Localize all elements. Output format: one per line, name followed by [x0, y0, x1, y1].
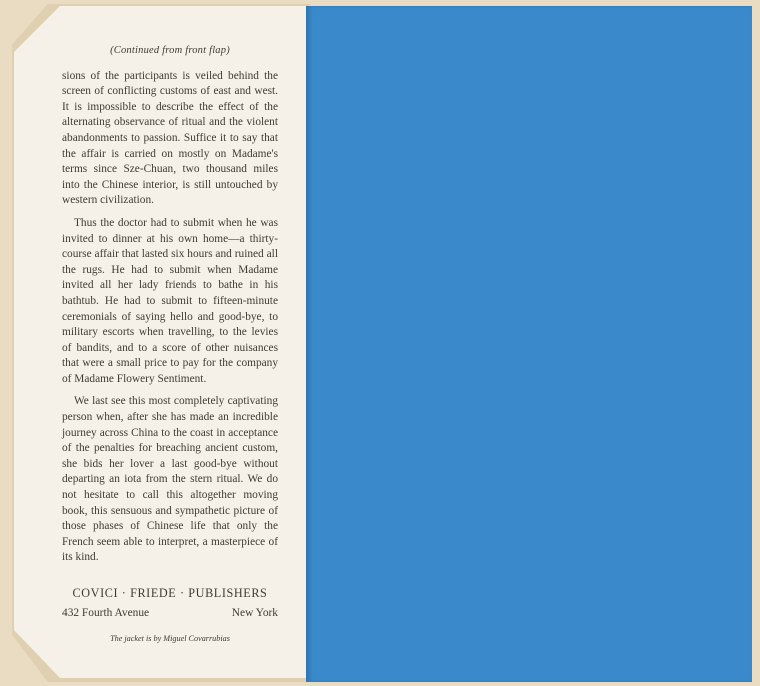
- publisher-city: New York: [231, 606, 278, 619]
- jacket-credit: The jacket is by Miguel Covarrubias: [110, 634, 230, 644]
- blue-back-cover: [308, 6, 752, 682]
- publisher-address-row: [62, 606, 278, 622]
- flap-paragraph-2: Thus the doctor had to submit when he was invited to dinner at his own home—a thirty-course affair that lasted six hours and ruined all the rugs. He had to submit when Madame invited all her lady friends to bathe in his bathtub. He had to submit to fifteen-minute ceremonials of saying hello and good-bye, to military escorts when travelling, to the levies of bandits, and to a score of other nuisances that were a small price to pay for the company of Madame Flowery Sentiment.: [62, 216, 278, 385]
- flap-paragraph-1: sions of the participants is veiled behind the screen of conflicting customs of east and west. It is impossible to describe the effect of the alternating observance of ritual and the violent abandonments to passion. Suffice it to say that the affair is carried on mostly on Madame's terms since Sze-Chuan, two thousand miles into the Chinese interior, is still untouched by western civilization.: [62, 69, 278, 207]
- publisher-address: 432 Fourth Avenue: [62, 606, 150, 619]
- flap-paragraph-3: We last see this most completely captivating person when, after she has made an incredible journey across China to the coast in acceptance of the penalties for breaching ancient custom, she bids her lover a last good-bye without departing an iota from the stern ritual. We do not hesitate to call this altogether moving book, this sensuous and sympathetic picture of those phases of Chinese life that only the French seem able to interpret, a masterpiece of its kind.: [62, 395, 278, 564]
- publisher-name: COVICI · FRIEDE · PUBLISHERS: [72, 586, 268, 600]
- continued-note: (Continued from front flap): [110, 45, 230, 56]
- flap-text-block: [62, 43, 278, 647]
